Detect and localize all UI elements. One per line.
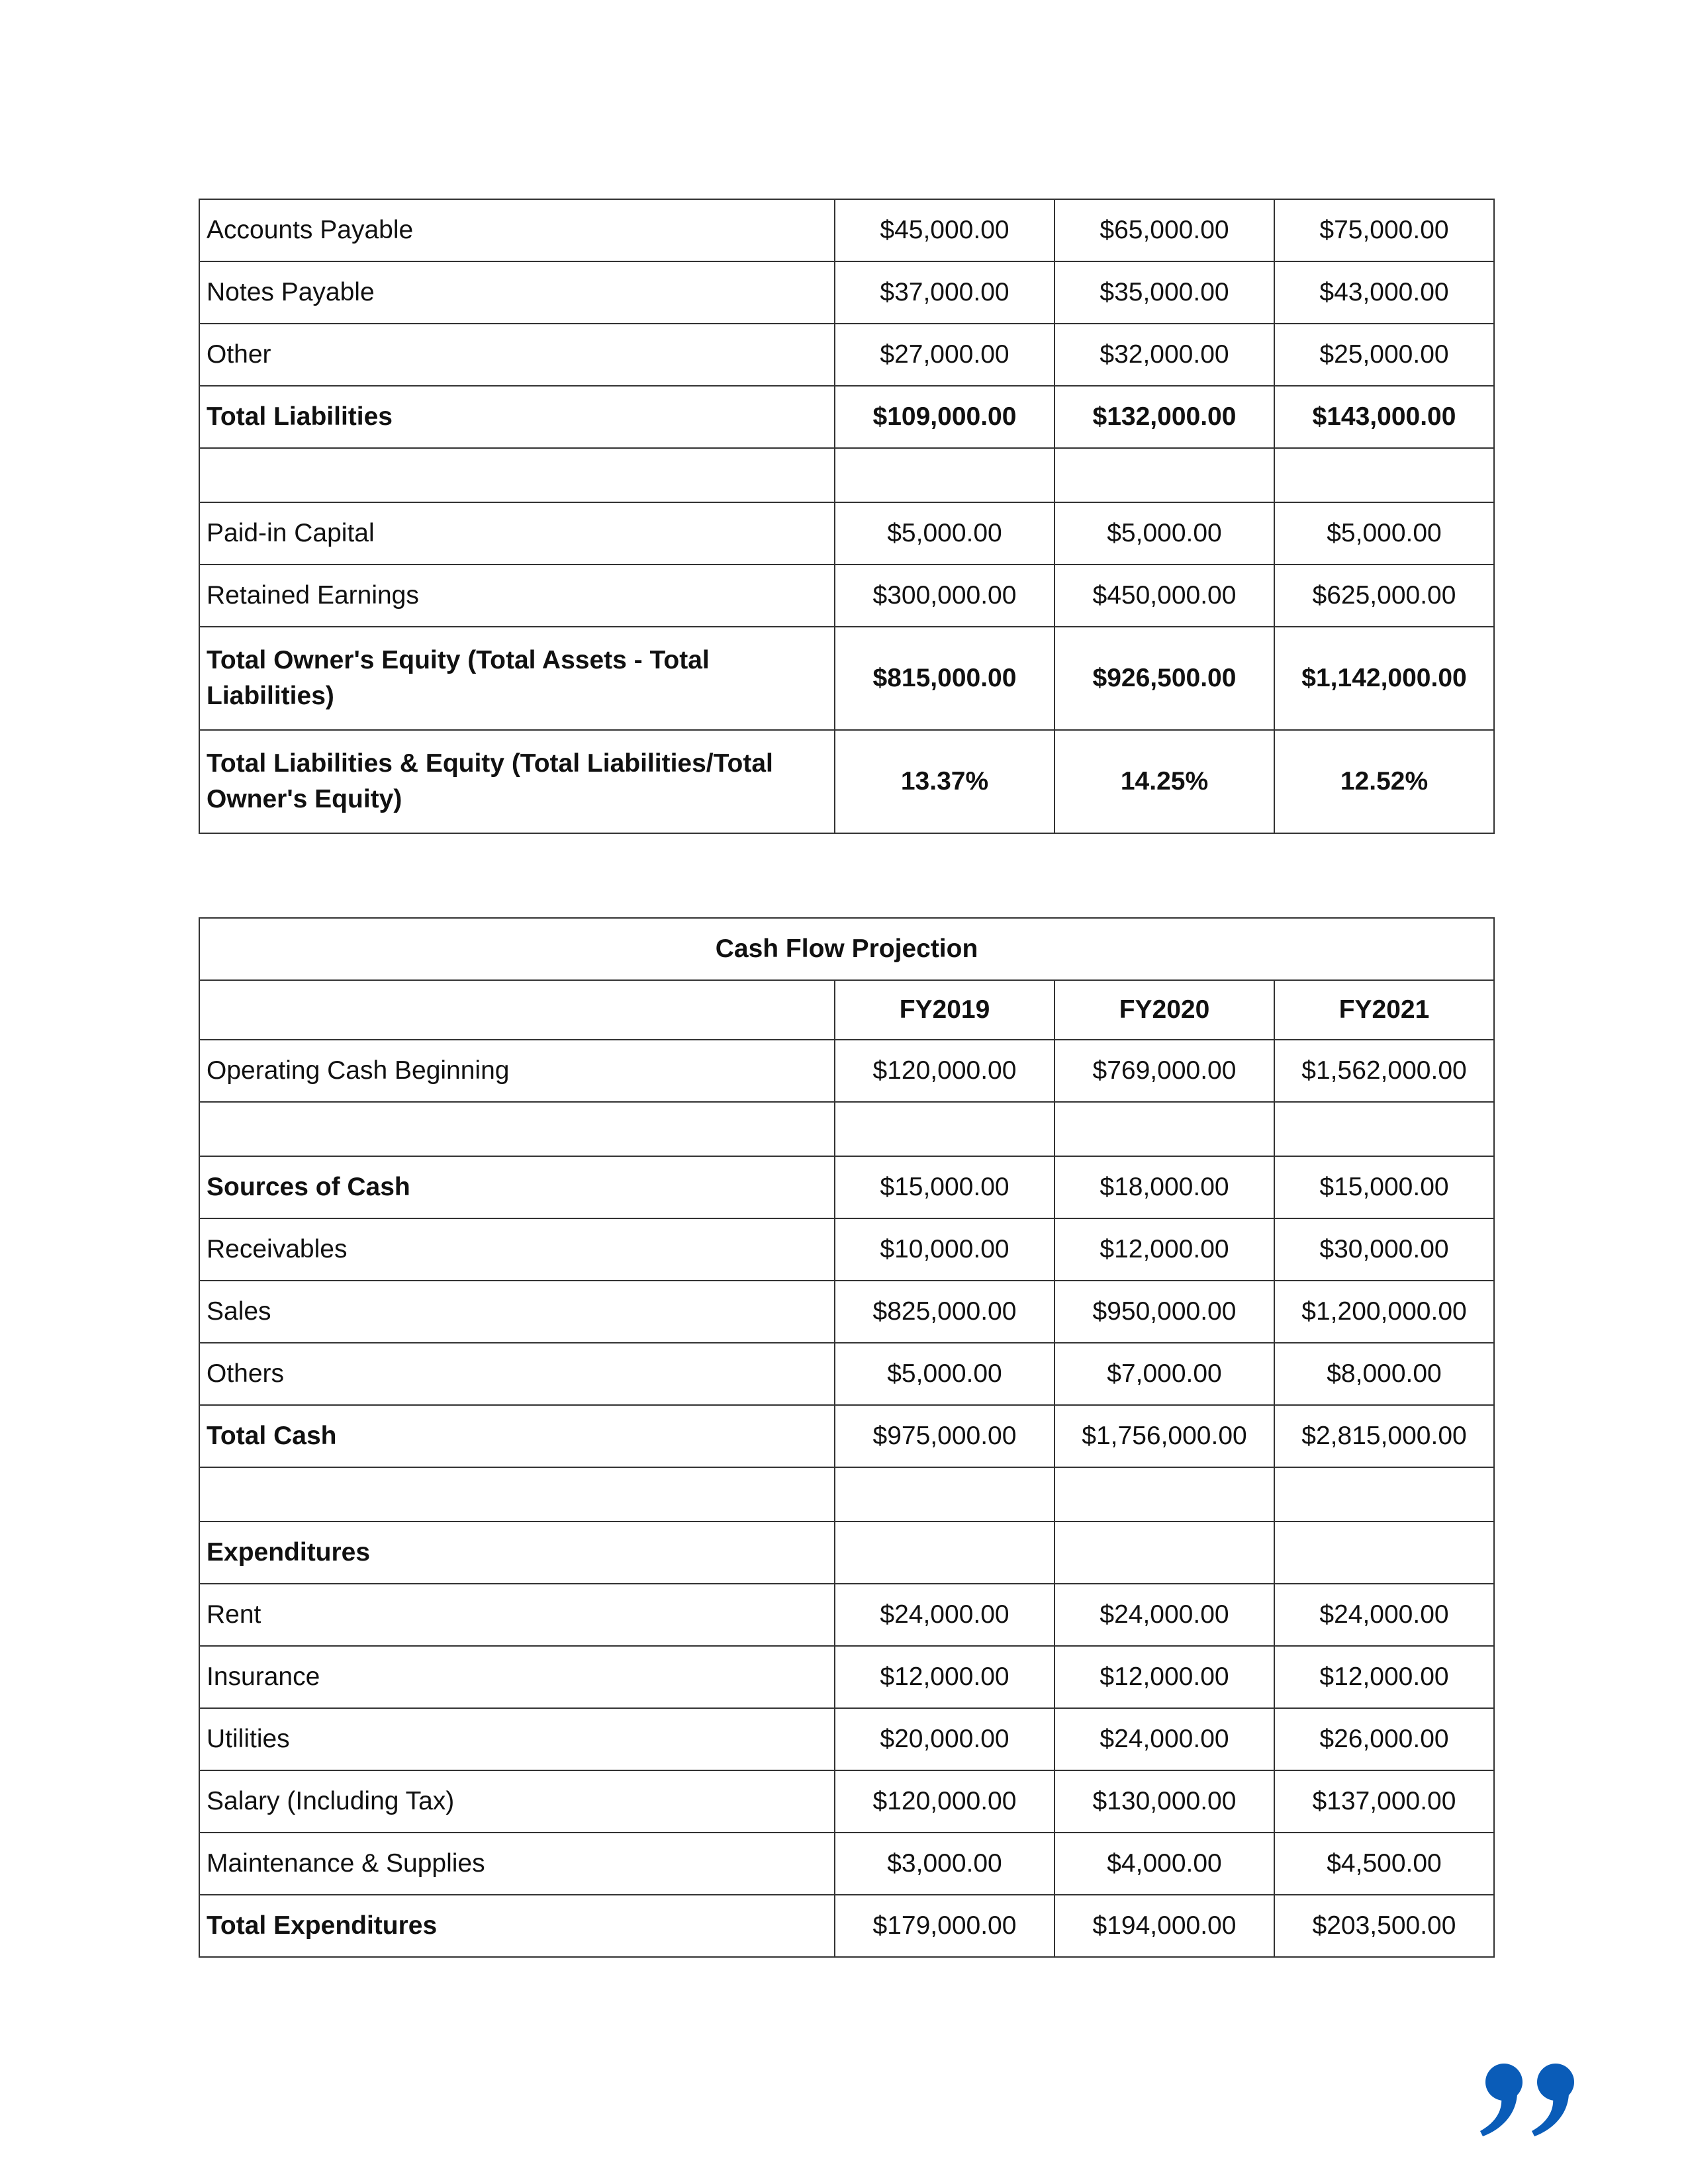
cell-value: $27,000.00 [835,324,1055,386]
cell-value: $75,000.00 [1274,199,1494,261]
row-label: Salary (Including Tax) [199,1770,835,1833]
row-label: Sales [199,1281,835,1343]
cell-value: $15,000.00 [835,1156,1055,1218]
table-title-row [199,918,1494,980]
table-row [199,1646,1494,1708]
cell-value: $24,000.00 [1055,1584,1274,1646]
cell-value: $32,000.00 [1055,324,1274,386]
cell-value: $5,000.00 [1055,502,1274,565]
row-label: Receivables [199,1218,835,1281]
cell-value: $7,000.00 [1055,1343,1274,1405]
cell-value: $120,000.00 [835,1040,1055,1102]
cell-value: 14.25% [1055,730,1274,833]
cell-value: $3,000.00 [835,1833,1055,1895]
table-row [199,1708,1494,1770]
cell-value: $179,000.00 [835,1895,1055,1957]
cell-value: $15,000.00 [1274,1156,1494,1218]
table-row-total-liabilities-equity [199,730,1494,833]
cell-value: $450,000.00 [1055,565,1274,627]
row-label: Rent [199,1584,835,1646]
table-row [199,1770,1494,1833]
row-label: Notes Payable [199,261,835,324]
cell-value: $300,000.00 [835,565,1055,627]
cell-value: $109,000.00 [835,386,1055,448]
row-label: Accounts Payable [199,199,835,261]
empty-cell [1274,448,1494,502]
row-label: Insurance [199,1646,835,1708]
empty-cell [199,1467,835,1522]
cell-value: $815,000.00 [835,627,1055,730]
cash-flow-table [199,917,1495,1958]
row-label: Other [199,324,835,386]
row-label: Retained Earnings [199,565,835,627]
cell-value: $1,562,000.00 [1274,1040,1494,1102]
empty-cell [1055,1102,1274,1156]
cell-value: 12.52% [1274,730,1494,833]
table-row [199,324,1494,386]
cell-value: $24,000.00 [1055,1708,1274,1770]
row-label: Total Cash [199,1405,835,1467]
empty-cell [199,448,835,502]
cell-value: $18,000.00 [1055,1156,1274,1218]
cell-value: $12,000.00 [1055,1646,1274,1708]
cell-value: $43,000.00 [1274,261,1494,324]
row-label: Sources of Cash [199,1156,835,1218]
table-row [199,502,1494,565]
row-label: Others [199,1343,835,1405]
row-label: Total Liabilities [199,386,835,448]
cell-value: $130,000.00 [1055,1770,1274,1833]
table-row [199,1040,1494,1102]
table-row-blank [199,1102,1494,1156]
cell-value: $4,500.00 [1274,1833,1494,1895]
cell-value: $26,000.00 [1274,1708,1494,1770]
cell-value: $4,000.00 [1055,1833,1274,1895]
row-label: Total Expenditures [199,1895,835,1957]
cell-value: $1,142,000.00 [1274,627,1494,730]
cell-value: $120,000.00 [835,1770,1055,1833]
cell-value: $45,000.00 [835,199,1055,261]
cell-value: $24,000.00 [1274,1584,1494,1646]
table-row-blank [199,1467,1494,1522]
cell-value: $926,500.00 [1055,627,1274,730]
cell-value: $10,000.00 [835,1218,1055,1281]
cell-value: $2,815,000.00 [1274,1405,1494,1467]
row-label: Expenditures [199,1522,835,1584]
row-label: Utilities [199,1708,835,1770]
cell-value: $950,000.00 [1055,1281,1274,1343]
quote-glyph-left [1480,2064,1523,2136]
row-label: Maintenance & Supplies [199,1833,835,1895]
cell-value: $975,000.00 [835,1405,1055,1467]
table-row-total-expenditures [199,1895,1494,1957]
table-row [199,261,1494,324]
empty-cell [1274,1102,1494,1156]
cell-value: $1,200,000.00 [1274,1281,1494,1343]
cell-value: $65,000.00 [1055,199,1274,261]
empty-cell [1055,1467,1274,1522]
cell-value [835,1522,1055,1584]
table-row [199,1833,1494,1895]
cell-value: $143,000.00 [1274,386,1494,448]
cell-value: $12,000.00 [1274,1646,1494,1708]
column-header: FY2021 [1274,980,1494,1040]
cell-value: $12,000.00 [835,1646,1055,1708]
cell-value: $30,000.00 [1274,1218,1494,1281]
table-row-blank [199,448,1494,502]
cell-value: $35,000.00 [1055,261,1274,324]
cell-value: $194,000.00 [1055,1895,1274,1957]
cell-value: $5,000.00 [835,502,1055,565]
cell-value: $769,000.00 [1055,1040,1274,1102]
empty-cell [835,1102,1055,1156]
table-header-row [199,980,1494,1040]
row-label: Operating Cash Beginning [199,1040,835,1102]
cell-value: $203,500.00 [1274,1895,1494,1957]
table-row [199,1584,1494,1646]
cell-value: $20,000.00 [835,1708,1055,1770]
cell-value: $12,000.00 [1055,1218,1274,1281]
cell-value: $825,000.00 [835,1281,1055,1343]
row-label: Total Liabilities & Equity (Total Liabilities/Total Owner's Equity) [199,730,835,833]
empty-cell [835,1467,1055,1522]
quotation-mark-icon [1477,2060,1583,2139]
row-label: Paid-in Capital [199,502,835,565]
cell-value: $1,756,000.00 [1055,1405,1274,1467]
table-row [199,1218,1494,1281]
row-label: Total Owner's Equity (Total Assets - Total Liabilities) [199,627,835,730]
cell-value [1055,1522,1274,1584]
quote-glyph-right [1532,2064,1574,2136]
cell-value: $37,000.00 [835,261,1055,324]
column-header: FY2020 [1055,980,1274,1040]
table-row-expenditures-heading [199,1522,1494,1584]
table-title: Cash Flow Projection [199,918,1494,980]
cell-value: $132,000.00 [1055,386,1274,448]
empty-cell [199,1102,835,1156]
table-row [199,1156,1494,1218]
cell-value: $625,000.00 [1274,565,1494,627]
table-row [199,1343,1494,1405]
table-row-total-owners-equity [199,627,1494,730]
cell-value: 13.37% [835,730,1055,833]
table-row [199,1281,1494,1343]
table-row-total-cash [199,1405,1494,1467]
cell-value: $137,000.00 [1274,1770,1494,1833]
cell-value: $5,000.00 [1274,502,1494,565]
cell-value: $25,000.00 [1274,324,1494,386]
table-row-total-liabilities [199,386,1494,448]
balance-sheet-table [199,199,1495,834]
column-header: FY2019 [835,980,1055,1040]
cell-value: $8,000.00 [1274,1343,1494,1405]
empty-cell [1055,448,1274,502]
empty-cell [199,980,835,1040]
empty-cell [1274,1467,1494,1522]
empty-cell [835,448,1055,502]
cell-value: $24,000.00 [835,1584,1055,1646]
cell-value: $5,000.00 [835,1343,1055,1405]
cell-value [1274,1522,1494,1584]
table-row [199,565,1494,627]
table-row [199,199,1494,261]
